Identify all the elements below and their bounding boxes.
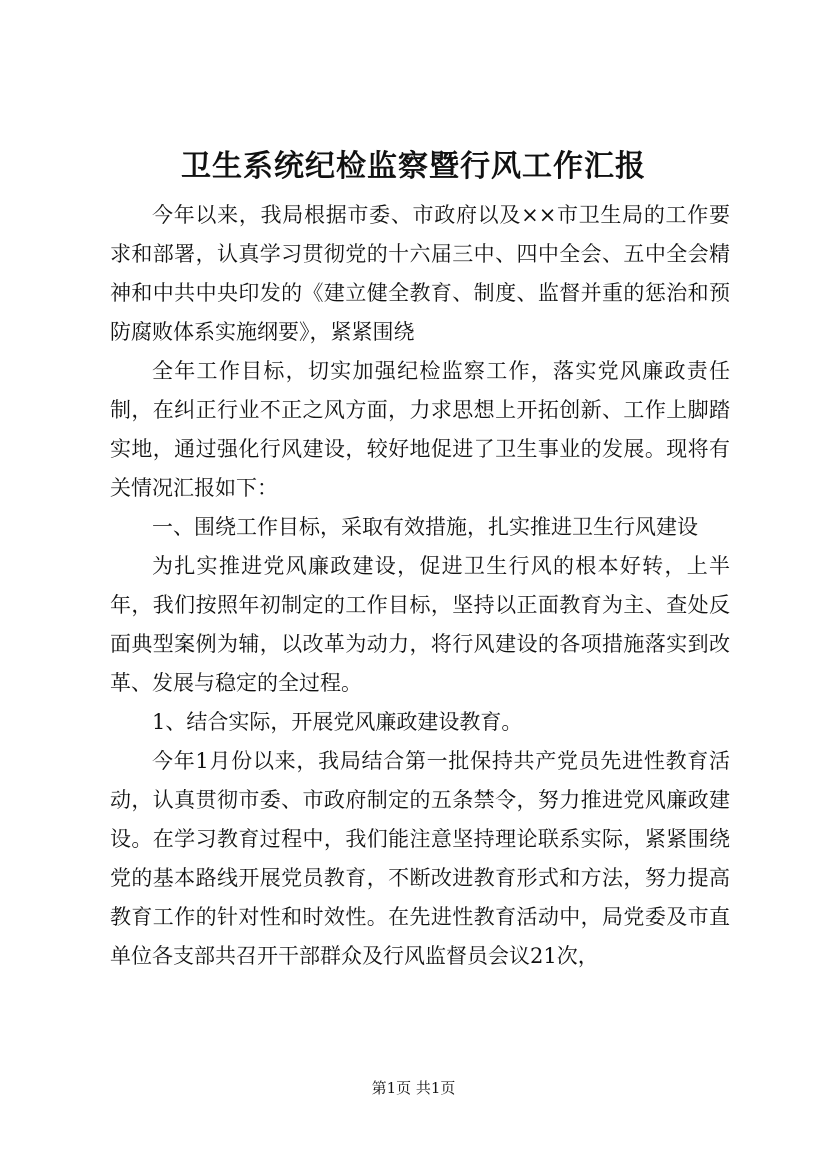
section-heading-one: 一、围绕工作目标，采取有效措施，扎实推进卫生行风建设 [152, 515, 698, 539]
paragraph-education: 今年1月份以来，我局结合第一批保持共产党员先进性教育活动，认真贯彻市委、市政府制定的五条禁令，努力推进党风廉政建设。在学习教育过程中，我们能注意坚持理论联系实际，紧紧围绕党的基本路线开展党员教育，不断改进教育形式和方法，努力提高教育工作的针对性和时效性。在先进性教育活动中，局党委及市直单位各支部共召开干部群众及行风监督员会议21次， [110, 749, 730, 968]
paragraph-section-one: 为扎实推进党风廉政建设，促进卫生行风的根本好转，上半年，我们按照年初制定的工作目标，坚持以正面教育为主、查处反面典型案例为辅，以改革为动力，将行风建设的各项措施落实到改革、发展与稳定的全过程。 [110, 554, 730, 695]
document-title: 卫生系统纪检监察暨行风工作汇报 [181, 149, 646, 184]
subsection-heading-one: 1、结合实际，开展党风廉政建设教育。 [152, 710, 523, 734]
document-body [110, 196, 730, 976]
paragraph-intro: 今年以来，我局根据市委、市政府以及××市卫生局的工作要求和部署，认真学习贯彻党的十六届三中、四中全会、五中全会精神和中共中央印发的《建立健全教育、制度、监督并重的惩治和预防腐败体系实施纲要》，紧紧围绕 [110, 203, 730, 344]
paragraph-annual-goal: 全年工作目标，切实加强纪检监察工作，落实党风廉政责任制，在纠正行业不正之风方面，力求思想上开拓创新、工作上脚踏实地，通过强化行风建设，较好地促进了卫生事业的发展。现将有关情况汇报如下： [110, 359, 730, 500]
page-footer: 第1页 共1页 [371, 1079, 456, 1097]
